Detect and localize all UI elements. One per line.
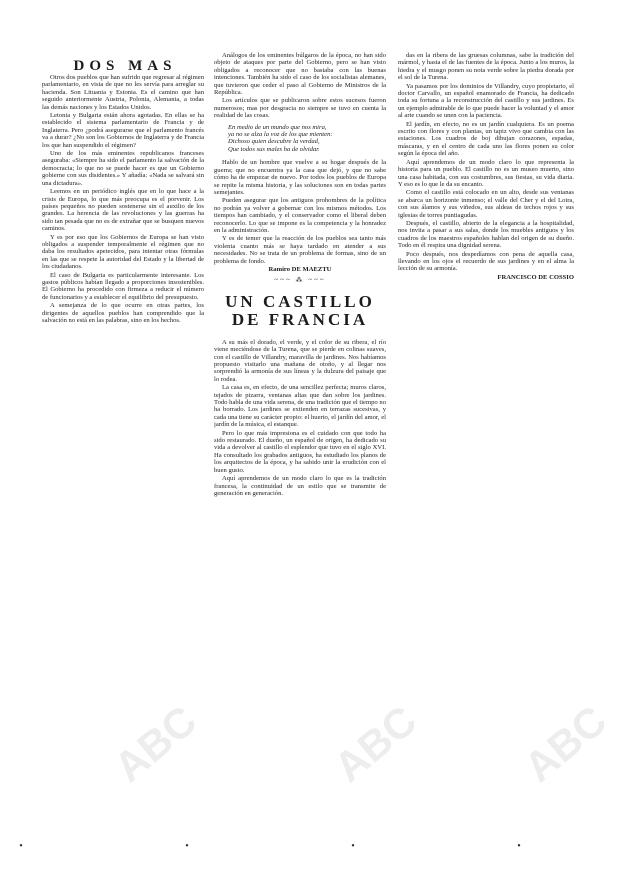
verse-line: Dichoso quien descubre la verdad,	[228, 138, 320, 146]
dos-mas-paragraph: A semejanza de lo que ocurre en otras partes, los dirigentes de aquellos pueblos han comprendido que la salvación no está en las palabras, sino en los hechos.	[42, 302, 204, 324]
verse-block	[228, 124, 386, 154]
dos-mas-title: DOS MAS	[73, 58, 177, 74]
column-dos-mas	[42, 52, 204, 887]
signature-cossio: FRANCISCO DE COSSIO	[497, 273, 574, 281]
castillo-title: UN CASTILLO DE FRANCIA	[225, 291, 375, 329]
dos-mas-paragraph: Y es por eso que los Gobiernos de Europa se han visto obligados a suspender temporalmente el régimen que no daba los resultados apetecidos, para intentar otras fórmulas en las que se respete la autoridad del Estado y la libertad de los ciudadanos.	[42, 233, 204, 271]
dos-mas-paragraph: Otros dos pueblos que han sufrido que regresar al régimen parlamentario, en vista de que no les servía para arreglar su hacienda. Son Lituania y Estonia. Es el camino que han seguido anteriormente Austria, Polonia, Alemania, a todas las demás naciones y los Estados Unidos.	[42, 74, 204, 111]
right-paragraph: Poco después, nos despedíamos con pena de aquella casa, llevando en los ojos el recuerdo de sus jardines y en el alma la lección de su armonía.	[398, 250, 574, 273]
column-middle	[214, 52, 386, 887]
verse-line: En medio de un mundo que nos mira,	[228, 123, 327, 131]
dos-mas-paragraph: El caso de Bulgaria es particularmente interesante. Los gastos públicos habían llegado a proporciones insostenibles. El Gobierno ha procedido con firmeza a reducir el número de funcionarios y a establecer el equilibrio del presupuesto.	[42, 271, 204, 301]
right-paragraph: Ya pasamos por los dominios de Villandry, cuyo propietario, el doctor Carvallo, un español enamorado de Francia, ha dedicado toda su fortuna a la reconstrucción del castillo y sus jardines. Es un ejemplo admirable de lo que puede hacer la voluntad y el amor al arte cuando se unen con la paciencia.	[398, 82, 574, 120]
column-right	[398, 52, 574, 887]
watermark-abc-2: ABC	[325, 696, 426, 791]
middle-paragraph: Y es de temer que la reacción de los pueblos sea tanto más violenta cuanto más se haya tardado en atender a sus necesidades. No se trata de un problema de formas, sino de un problema de fondo.	[214, 235, 386, 265]
right-paragraph: das en la ribera de las gruesas columnas, sabe la tradición del mármol, y hasta el de las fuentes de la época. Junto a los muros, la hiedra y el musgo ponen su nota verde sobre la piedra dorada por el sol de la Turena.	[398, 52, 574, 82]
right-paragraph: El jardín, en efecto, no es un jardín cualquiera. Es un poema escrito con flores y con plantas, un tapiz vivo que cambia con las estaciones. Los cuadros de boj dibujan corazones, espadas, máscaras, y en el centro de cada uno las flores ponen su color según la época del año.	[398, 120, 574, 158]
castillo-paragraph: A su más el dorado, el verde, y el color de su ribera, el río viene meciéndose de la Turena, que se pierde en colinas suaves, con el castillo de Villandry, maravilla de jardines. Nos habíamos propuesto visitarlo una mañana de otoño, y al llegar nos sorprendió la armonía de sus líneas y la dulzura del paisaje que lo rodea.	[214, 338, 386, 383]
footer-marks: • • • •	[19, 841, 601, 852]
watermark-abc-1: ABC	[105, 696, 206, 791]
dos-mas-paragraph: Uno de los más eminentes republicanos franceses aseguraba: «Siempre ha sido el parlamento la salvación de la democracia; lo que no se puede hacer es que un Gobierno gobierne con sus disidentes.» Y añadía: «Nada se salvará sin una dictadura».	[42, 150, 204, 187]
castillo-paragraph: La casa es, en efecto, de una sencillez perfecta; muros claros, tejados de pizarra, ventanas altas que dan sobre los jardines. Todo habla de una vida serena, de una tradición que el tiempo no ha borrado. Los jardines se extienden en terrazas sucesivas, y cada una tiene su carácter propio: el huerto, el jardín del amor, el jardín de la música, el estanque.	[214, 384, 386, 429]
castillo-paragraph: Aquí aprendemos de un modo claro lo que es la tradición francesa, la continuidad de un estilo que se transmite de generación en generación.	[214, 475, 386, 497]
intro-paragraph: Análogos de los eminentes búlgaros de la época, no han sido objeto de ataques por parte del Gobierno, pero se han visto obligados a reconocer que no bastaba con las buenas intenciones. También ha sido el caso de los socialistas alemanes, que tuvieron que ceder el paso al Gobierno de Ministros de la República.	[214, 52, 386, 97]
signature-maeztu: Ramiro DE MAEZTU	[268, 265, 332, 273]
middle-paragraph: Pueden asegurar que los antiguos prohombres de la política no podrán ya volver a gobernar con los mismos métodos. Los tiempos han cambiado, y el conservador como el liberal deben reconocerlo. Lo que se impone es la competencia y la honradez en la administración.	[214, 197, 386, 234]
middle-paragraph: Hablo de un hombre que vuelve a su hogar después de la guerra; que no encuentra ya la casa que dejó, y que no sabe cómo ha de empezar de nuevo. Por todos los pueblos de Europa se repite la misma historia, y las soluciones son en todas partes semejantes.	[214, 159, 386, 196]
verse-line: Que todos sus males ha de olvidar.	[228, 145, 320, 153]
ornament-divider: ~~~ ⁂ ~~~	[274, 276, 326, 285]
dos-mas-paragraph: Letonia y Bulgaria están ahora agotadas. En ellas se ha establecido el sistema parlamentario de Francia y de Inglaterra. Pero ¿podrá asegurarse que el parlamento francés va a durar? ¿No son los Gobiernos de Inglaterra y de Francia los que han suspendido el régimen?	[42, 112, 204, 149]
intro-paragraph: Los artículos que se publicaron sobre estos sucesos fueron numerosos; mas por desgracia no siempre se tuvo en cuenta la realidad de las cosas.	[214, 97, 386, 120]
castillo-paragraph: Pero lo que más impresiona es el cuidado con que todo ha sido restaurado. El dueño, un español de origen, ha dedicado su vida a devolver al castillo el esplendor que tuvo en el siglo XVI. Ha consultado los grabados antiguos, ha estudiado los planos de los arquitectos de la época, y ha sabido unir la erudición con el buen gusto.	[214, 429, 386, 474]
verse-line: ya no se alza la voz de los que mienten:	[228, 131, 333, 139]
right-paragraph: Después, el castillo, abierto de la elegancia a la hospitalidad, nos invita a pasar a sus salas, donde los muebles antiguos y los cuadros de los maestros españoles hablan del origen de su dueño. Todo en él respira una dignidad serena.	[398, 219, 574, 250]
right-paragraph: Como el castillo está colocado en un alto, desde sus ventanas se abarca un horizonte inmenso; el valle del Cher y el del Loira, con sus álamos y sus viñedos, sus aldeas de techos rojos y sus iglesias de torres puntiagudas.	[398, 189, 574, 219]
right-paragraph: Aquí aprendemos de un modo claro lo que representa la historia para un pueblo. El castillo no es un museo muerto, sino una casa habitada, con sus costumbres, sus fiestas, su vida diaria. Y eso es lo que le da su encanto.	[398, 158, 574, 188]
watermark-abc-3: ABC	[515, 696, 616, 791]
dos-mas-paragraph: Leemos en un periódico inglés que en lo que hace a la crisis de Europa, lo que más preocupa es el porvenir. Los países pequeños no pueden sostenerse sin el auxilio de los grandes. La herencia de las revoluciones y las guerras ha sido tan pesada que no es de extrañar que se busquen nuevos caminos.	[42, 188, 204, 233]
